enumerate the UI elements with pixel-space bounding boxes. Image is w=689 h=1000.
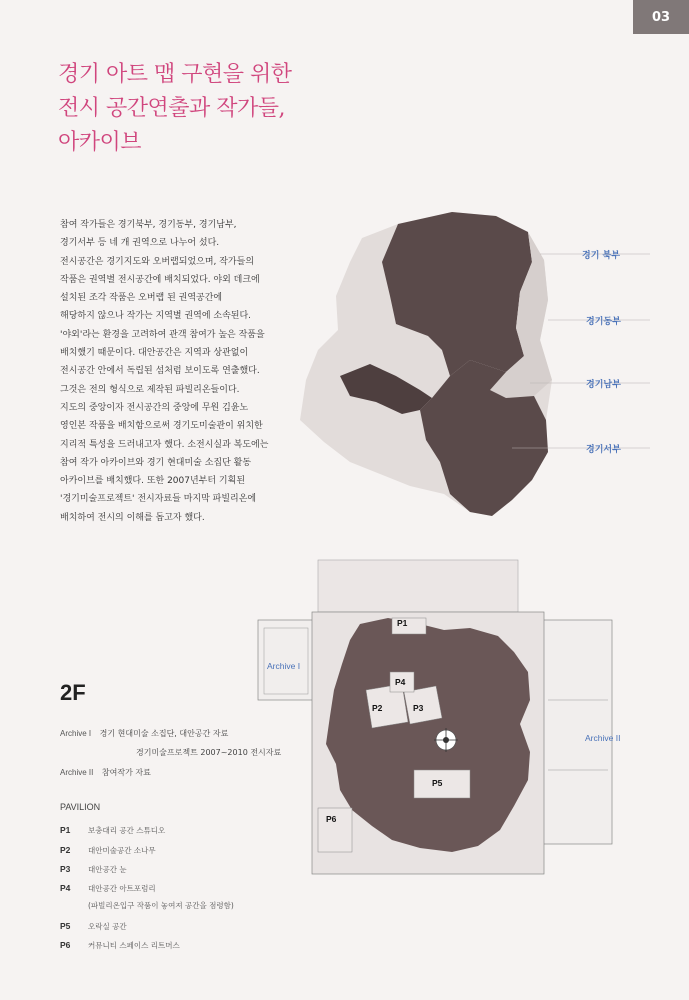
page-number: 03 xyxy=(633,0,689,34)
legend-text: 경기 현대미술 소집단, 대안공간 자료 xyxy=(99,729,229,738)
pavilion-text: 커뮤니티 스페이스 리트머스 xyxy=(88,941,180,950)
archive-legend-1-line2: 경기미술프로젝트 2007~2010 전시자료 xyxy=(136,748,282,757)
pavilion-item xyxy=(60,864,127,875)
pavilion-text: 보충대리 공간 스튜디오 xyxy=(88,826,166,835)
pavilion-item xyxy=(60,900,234,911)
pavilion-text: 오락실 공간 xyxy=(88,922,127,931)
plan-label-p4: P4 xyxy=(395,677,406,687)
body-line: '야외'라는 환경을 고려하여 관객 참여가 높은 작품을 xyxy=(60,329,265,340)
body-line: 배치하여 전시의 이해를 돕고자 했다. xyxy=(60,512,205,523)
plan-label-archive-1: Archive I xyxy=(267,661,301,671)
pavilion-item xyxy=(60,825,165,836)
floor-label: 2F xyxy=(60,680,86,705)
pavilion-code: P3 xyxy=(60,864,71,874)
pavilion-text: 대안미술공간 소나무 xyxy=(88,846,156,855)
body-line: 배치했기 때문이다. 대안공간은 지역과 상관없이 xyxy=(60,348,249,359)
pavilion-code: P4 xyxy=(60,883,71,893)
title-line: 전시 공간연출과 작가들, xyxy=(58,96,286,121)
plan-label-p2: P2 xyxy=(372,703,383,713)
body-line: 지도의 중앙이자 전시공간의 중앙에 무원 김윤노 xyxy=(60,402,249,413)
body-line: 전시공간 안에서 독립된 섬처럼 보이도록 연출했다. xyxy=(60,366,260,377)
pavilion-code: P5 xyxy=(60,921,71,931)
plan-label-p5: P5 xyxy=(432,778,443,788)
body-line: 아카이브를 배치했다. 또한 2007년부터 기획된 xyxy=(60,476,246,487)
region-label-north: 경기 북부 xyxy=(582,251,620,261)
title-line: 아카이브 xyxy=(58,130,142,155)
body-line: 전시공간은 경기지도와 오버랩되었으며, 작가들의 xyxy=(60,256,255,267)
pavilion-item xyxy=(60,845,156,856)
title-line: 경기 아트 맵 구현을 위한 xyxy=(58,62,292,87)
body-line: 영인본 작품을 배치함으로써 경기도미술관이 위치한 xyxy=(60,421,263,432)
pavilion-text: 대안공간 아트포럼리 xyxy=(88,884,156,893)
region-label-west: 경기서부 xyxy=(586,445,621,455)
body-line: 지리적 특성을 드러내고자 했다. 소전시실과 복도에는 xyxy=(60,439,269,450)
pavilion-item xyxy=(60,883,156,894)
pavilion-code: P1 xyxy=(60,825,71,835)
plan-label-p3: P3 xyxy=(413,703,424,713)
body-line: 설치된 조각 작품은 오버랩 된 권역공간에 xyxy=(60,293,223,304)
pavilion-text: 대안공간 눈 xyxy=(88,865,127,874)
legend-text: 참여작가 자료 xyxy=(101,768,151,777)
pavilion-code: P6 xyxy=(60,940,71,950)
archive-legend-1 xyxy=(60,728,228,739)
body-line: 참여 작가 아카이브와 경기 현대미술 소집단 활동 xyxy=(60,457,252,468)
pavilion-item xyxy=(60,940,180,951)
body-line: 해당하지 않으나 작가는 지역별 권역에 소속된다. xyxy=(60,311,252,322)
region-label-east: 경기동부 xyxy=(586,317,621,327)
plan-label-p1: P1 xyxy=(397,618,408,628)
region-label-south: 경기남부 xyxy=(586,380,621,390)
floor-plan-2f xyxy=(258,560,612,874)
plan-label-archive-2: Archive II xyxy=(585,733,621,743)
legend-key: Archive II xyxy=(60,768,94,777)
archive-legend-2 xyxy=(60,767,151,778)
pavilion-code: P2 xyxy=(60,845,71,855)
body-line: 경기서부 등 네 개 권역으로 나누어 섰다. xyxy=(60,238,220,249)
body-line: 작품은 권역별 전시공간에 배치되었다. 야외 데크에 xyxy=(60,274,260,285)
plan-label-p6: P6 xyxy=(326,814,337,824)
body-line: 참여 작가들은 경기북부, 경기동부, 경기남부, xyxy=(60,220,237,230)
body-line: 그것은 전의 형식으로 제작된 파빌리온들이다. xyxy=(60,384,240,395)
pavilion-item xyxy=(60,921,127,932)
pavilion-heading: PAVILION xyxy=(60,802,101,812)
legend-key: Archive I xyxy=(60,729,92,738)
pavilion-text: (파빌리온입구 작품이 놓여져 공간을 점령함) xyxy=(88,901,234,910)
body-line: '경기미술프로젝트' 전시자료들 마지막 파빌리온에 xyxy=(60,494,257,505)
